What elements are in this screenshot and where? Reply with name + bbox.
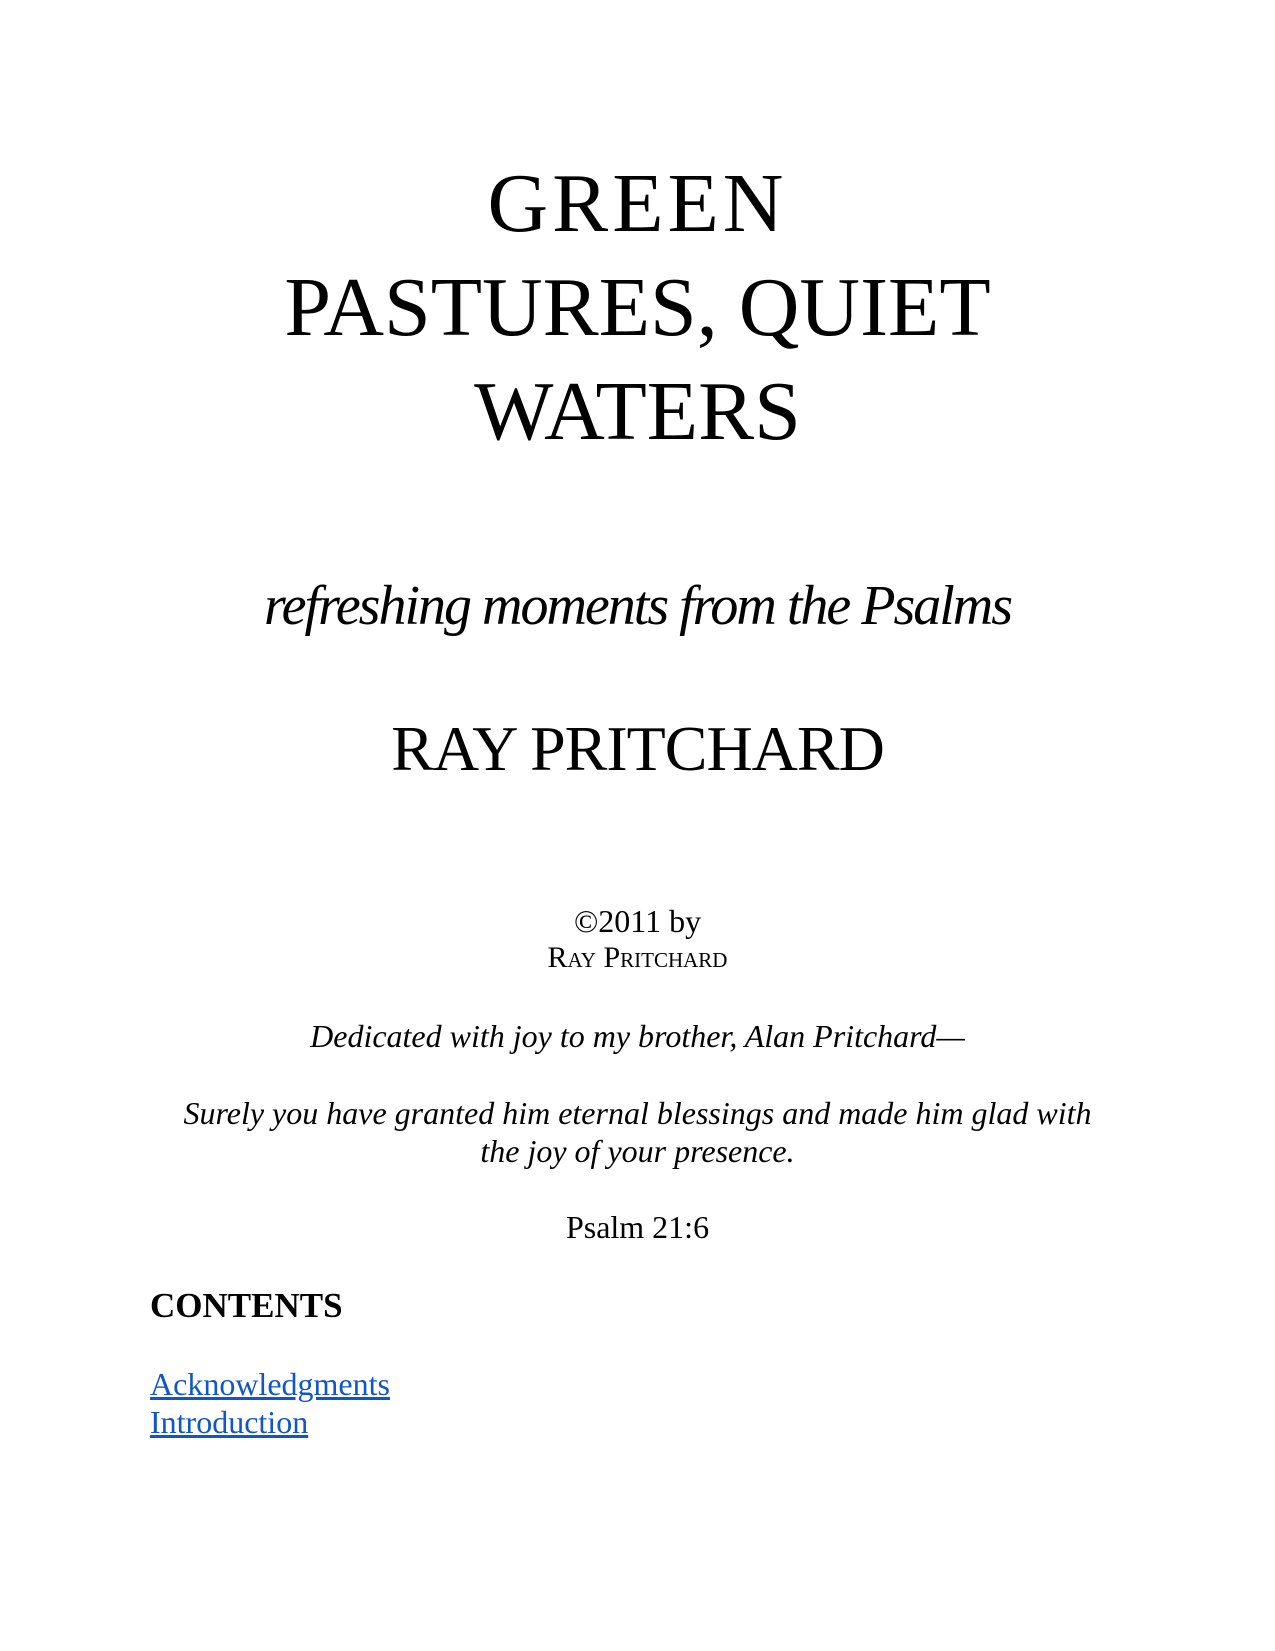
verse-quote xyxy=(0,1094,1275,1170)
verse-line-2: the joy of your presence. xyxy=(480,1133,795,1169)
copyright-holder: Ray Pritchard xyxy=(547,941,728,974)
table-of-contents xyxy=(150,1365,390,1441)
copyright-notice xyxy=(0,902,1275,976)
verse-line-1: Surely you have granted him eternal blessings and made him glad with xyxy=(183,1095,1092,1131)
contents-heading: CONTENTS xyxy=(150,1286,343,1325)
dedication: Dedicated with joy to my brother, Alan Pritchard— xyxy=(310,1018,965,1054)
toc-link-acknowledgments[interactable]: Acknowledgments xyxy=(150,1366,390,1402)
book-title xyxy=(0,152,1275,464)
title-line-2: PASTURES, QUIET xyxy=(284,261,991,354)
book-subtitle: refreshing moments from the Psalms xyxy=(263,575,1012,637)
verse-reference: Psalm 21:6 xyxy=(565,1209,710,1245)
author-name: RAY PRITCHARD xyxy=(391,713,884,784)
copyright-line: ©2011 by xyxy=(573,903,702,939)
title-line-1: GREEN xyxy=(487,157,788,250)
toc-link-introduction[interactable]: Introduction xyxy=(150,1404,309,1440)
title-line-3: WATERS xyxy=(474,365,801,458)
